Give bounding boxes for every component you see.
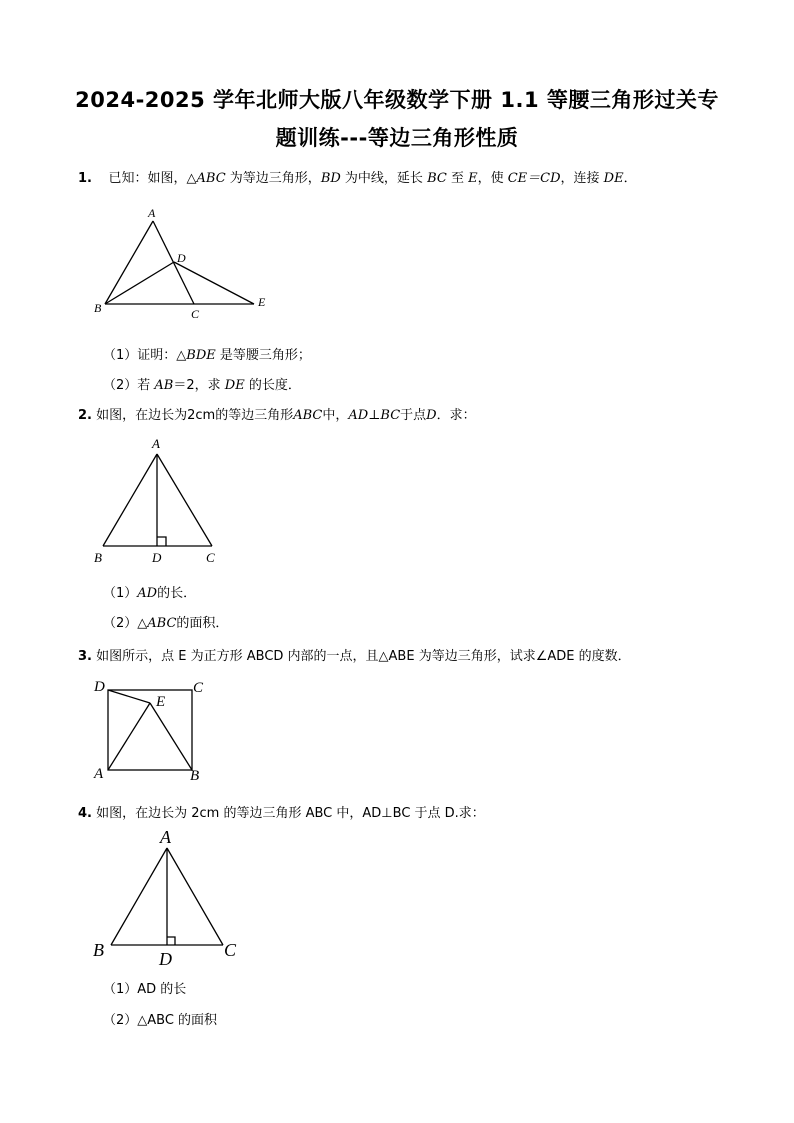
part-text: （1） [103,586,138,601]
stem-text: ，连接 [560,171,604,186]
math-text: AB [154,378,174,393]
part-text: 的长． [157,586,197,601]
point-label-c: C [206,550,215,565]
stem-text: ． [623,171,637,186]
stem-text: 为等边三角形， [225,171,321,186]
point-label-e: E [156,694,166,710]
math-text: △ABC [137,616,177,631]
math-text: DE [224,378,245,393]
question-2-part-1 [103,582,196,601]
point-label-b: B [94,550,102,565]
point-label-d: D [152,550,162,565]
segment-ab [111,848,167,945]
question-1-part-2 [103,374,301,393]
question-4-stem [78,802,485,821]
page-title-line1: 2024-2025 学年北师大版八年级数学下册 1.1 等腰三角形过关专 [75,88,719,112]
math-text: BC [427,171,447,186]
question-number: 1. [78,171,92,186]
point-label-c: C [224,940,237,960]
question-1-part-1 [103,344,311,363]
segment-de [108,690,150,703]
point-label-c: C [191,307,200,321]
part-text: ＝2，求 [173,378,225,393]
segment-de [174,262,254,304]
stem-text: 如图所示，点 E 为正方形 ABCD 内部的一点，且△ABE 为等边三角形，试求∠ADE 的度数． [96,649,631,664]
segment-ac [157,454,212,546]
math-text: AD⊥BC [348,408,401,423]
stem-text: 为中线，延长 [340,171,428,186]
math-text: D [426,408,437,423]
page-title-line2: 题训练---等边三角形性质 [275,126,519,150]
right-angle-mark [157,537,166,546]
stem-text: 中， [322,408,349,423]
math-text: CE＝CD [507,171,561,186]
stem-text: 于点 [400,408,427,423]
stem-text: ．求： [436,408,476,423]
part-text: （2）若 [103,378,155,393]
question-2-stem [78,404,476,423]
question-3-stem [78,645,631,664]
stem-text: 至 [446,171,469,186]
point-label-b: B [93,940,104,960]
square-abcd [108,690,192,770]
math-text: BD [320,171,341,186]
point-label-b: B [94,301,102,315]
point-label-a: A [94,766,104,782]
point-label-a: A [152,436,160,451]
point-label-a: A [160,827,171,847]
question-4-part-2: （2）△ABC 的面积 [103,1013,218,1028]
question-number: 4. [78,806,92,821]
right-angle-mark [167,937,175,945]
part-text: 是等腰三角形； [215,348,311,363]
point-label-c: C [193,680,204,696]
segment-ac [167,848,223,945]
math-text: E [468,171,478,186]
point-label-d: D [177,251,186,265]
segment-ae [108,703,150,770]
part-text: 的面积． [176,616,229,631]
question-number: 2. [78,408,92,423]
segment-be [150,703,192,770]
segment-ab [103,454,157,546]
math-text: DE [603,171,624,186]
part-text: （1）证明： [103,348,177,363]
part-text: 的长度． [244,378,301,393]
point-label-e: E [258,295,266,309]
stem-text: 如图，在边长为2cm的等边三角形 [96,408,294,423]
math-text: AD [137,586,158,601]
point-label-b: B [190,768,200,784]
segment-ab [105,221,153,304]
question-number: 3. [78,649,92,664]
stem-text: 如图，在边长为 2cm 的等边三角形 ABC 中，AD⊥BC 于点 D.求： [96,806,485,821]
point-label-d: D [159,949,172,969]
question-2-part-2 [103,612,228,631]
math-text: △BDE [176,348,216,363]
part-text: （2） [103,616,138,631]
segment-bd [105,262,174,304]
point-label-d: D [94,679,105,695]
question-4-part-1: （1）AD 的长 [103,982,187,997]
point-label-a: A [148,206,156,220]
stem-text: ，使 [477,171,508,186]
math-text: ABC [293,408,323,423]
stem-text: 已知：如图， [108,171,187,186]
math-text: △ABC [186,171,226,186]
